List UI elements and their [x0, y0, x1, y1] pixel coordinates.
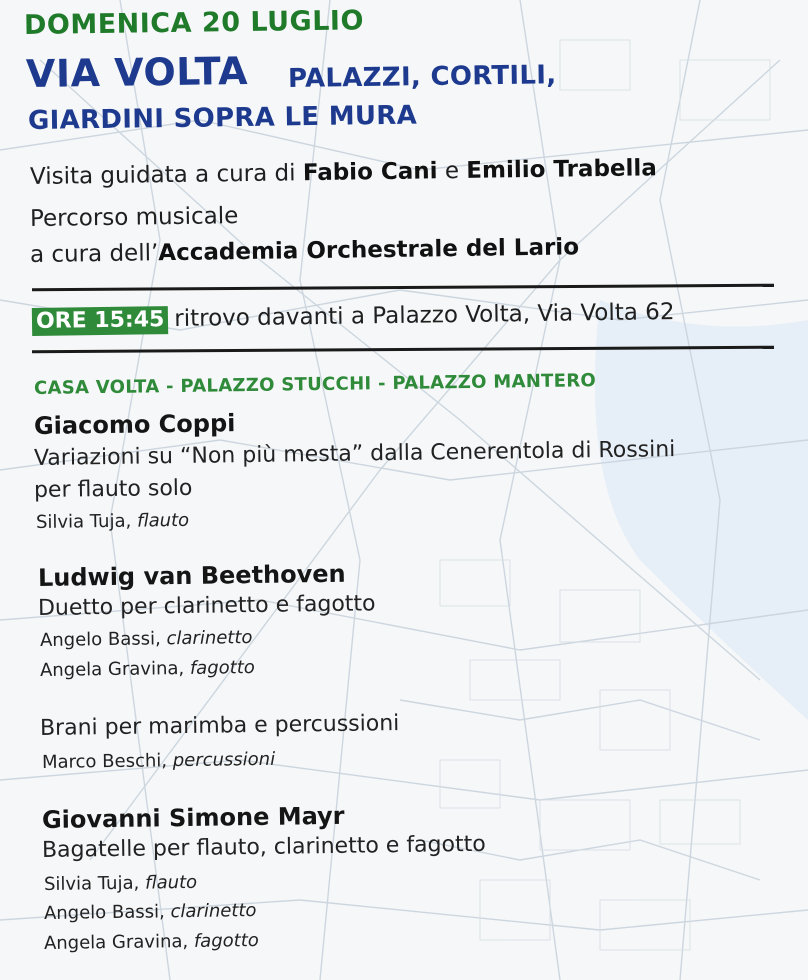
performer: [42, 749, 275, 773]
performer-instrument: percussioni: [172, 748, 276, 772]
performer-name: Silvia Tuja,: [43, 872, 140, 895]
performer: [40, 657, 255, 681]
guide-and: e: [444, 158, 460, 185]
performer: [40, 627, 253, 651]
music-route-line: Percorso musicale: [29, 203, 239, 232]
performer-name: Silvia Tuja,: [35, 510, 132, 533]
meeting-text: ritrovo davanti a Palazzo Volta, Via Volta 62: [174, 299, 675, 333]
piece-title: Bagatelle per flauto, clarinetto e fagotto: [41, 831, 486, 863]
performer-instrument: flauto: [136, 509, 190, 532]
performer-name: Angelo Bassi,: [43, 901, 165, 924]
performer-name: Angelo Bassi,: [39, 628, 161, 651]
guide-prefix: Visita guidata a cura di: [29, 160, 296, 190]
performer-name: Marco Beschi,: [41, 750, 168, 773]
performer-instrument: fagotto: [189, 657, 255, 679]
event-title: VIA VOLTA: [25, 48, 249, 96]
performer-instrument: flauto: [144, 871, 198, 894]
piece-title-cont: per flauto solo: [33, 475, 193, 503]
piece-title: Variazioni su “Non più mesta” dalla Cenerentola di Rossini: [33, 437, 676, 471]
time-badge: ORE 15:45: [32, 306, 169, 336]
performer-name: Angela Gravina,: [39, 657, 185, 681]
performer-name: Angela Gravina,: [43, 930, 189, 954]
performer-instrument: clarinetto: [170, 900, 257, 923]
piece-title: Brani per marimba e percussioni: [39, 710, 400, 741]
guide-name-1: Fabio Cani: [302, 158, 438, 187]
performer: [36, 510, 189, 533]
performer: [44, 872, 197, 895]
music-organization: Accademia Orchestrale del Lario: [158, 234, 580, 267]
performer: [44, 900, 257, 924]
event-date: DOMENICA 20 LUGLIO: [23, 5, 365, 41]
performer-instrument: clarinetto: [166, 627, 253, 650]
performer: [44, 930, 259, 954]
guide-name-2: Emilio Trabella: [466, 155, 658, 184]
piece-title: Duetto per clarinetto e fagotto: [37, 591, 376, 621]
composer-name: Giovanni Simone Mayr: [41, 801, 345, 834]
composer-name: Ludwig van Beethoven: [37, 559, 346, 592]
music-prefix: a cura dell’: [29, 240, 159, 268]
event-subtitle: PALAZZI, CORTILI,: [287, 60, 557, 94]
event-subtitle-line2: GIARDINI SOPRA LE MURA: [27, 100, 418, 136]
performer-instrument: fagotto: [193, 930, 259, 952]
venues-list: CASA VOLTA - PALAZZO STUCCHI - PALAZZO MANTERO: [33, 370, 597, 399]
composer-name: Giacomo Coppi: [33, 409, 236, 440]
